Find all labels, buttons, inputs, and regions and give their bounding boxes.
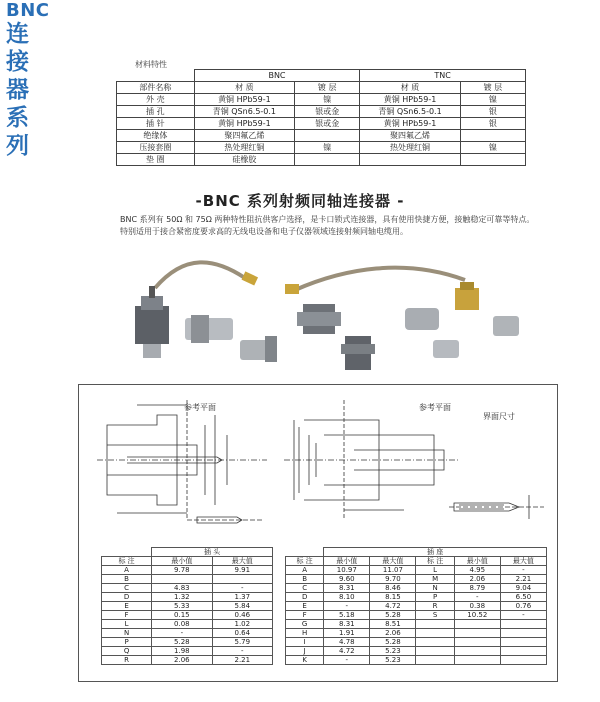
series-title-char: 列 (6, 133, 29, 159)
table-row (102, 575, 273, 584)
column-header: 标 注 (102, 557, 152, 566)
group-header-bnc: BNC (194, 70, 360, 82)
table-cell: 2.06 (152, 656, 212, 665)
table-cell: 0.46 (212, 611, 272, 620)
table-cell: 黄铜 HPb59-1 (194, 118, 294, 130)
table-cell: 青铜 QSn6.5-0.1 (360, 106, 460, 118)
table-cell: Q (102, 647, 152, 656)
table-cell: 8.79 (454, 584, 500, 593)
table-cell: 2.06 (454, 575, 500, 584)
table-row (102, 584, 273, 593)
table-row (102, 620, 273, 629)
table-cell (454, 620, 500, 629)
table-cell: 4.72 (324, 647, 370, 656)
table-cell: 1.91 (324, 629, 370, 638)
table-cell (460, 130, 525, 142)
table-cell (454, 629, 500, 638)
table-cell (416, 656, 454, 665)
table-cell: 2.21 (212, 656, 272, 665)
table-row (117, 94, 526, 106)
group-header-tnc: TNC (360, 70, 526, 82)
table-cell: P (416, 593, 454, 602)
table-cell: 8.15 (370, 593, 416, 602)
series-title-char: 器 (6, 77, 29, 103)
column-header: 镀 层 (460, 82, 525, 94)
table-cell: 热处理红铜 (194, 142, 294, 154)
table-cell: 0.15 (152, 611, 212, 620)
table-row (286, 629, 547, 638)
table-cell: 9.70 (370, 575, 416, 584)
table-cell: - (500, 566, 546, 575)
table-cell: D (286, 593, 324, 602)
interface-drawing-panel (78, 384, 558, 682)
table-header-row (102, 557, 273, 566)
table-cell: E (102, 602, 152, 611)
table-cell: 镍 (460, 142, 525, 154)
table-cell: 4.83 (152, 584, 212, 593)
connectors-photo (105, 248, 535, 376)
table-row (102, 611, 273, 620)
table-cell: 黄铜 HPb59-1 (194, 94, 294, 106)
table-row (286, 620, 547, 629)
table-cell: 5.28 (370, 611, 416, 620)
table-cell: 11.07 (370, 566, 416, 575)
table-cell (295, 130, 360, 142)
table-cell (500, 647, 546, 656)
table-cell: 2.06 (370, 629, 416, 638)
table-cell: 插 针 (117, 118, 195, 130)
table-cell: 8.51 (370, 620, 416, 629)
description-paragraph: BNC 系列有 50Ω 和 75Ω 两种特性阻抗供客户选择，是卡口锁式连接器，具有使用快捷方便，接触稳定可靠等特点。特别适用于接合紧密度要求高的无线电设备和电子仪器领域连接射频同轴电缆用。 (120, 215, 535, 236)
table-row (286, 638, 547, 647)
column-header: 最小值 (152, 557, 212, 566)
table-cell: J (286, 647, 324, 656)
ref-plane-label-right: 参考平面 (419, 403, 451, 412)
table-cell: 5.79 (212, 638, 272, 647)
table-cell: 外 壳 (117, 94, 195, 106)
table-cell: 绝缘体 (117, 130, 195, 142)
table-cell: 0.08 (152, 620, 212, 629)
table-cell (416, 629, 454, 638)
table-cell: C (102, 584, 152, 593)
series-title-char: 连 (6, 21, 29, 47)
empty-cell (102, 548, 152, 557)
table-cell: A (102, 566, 152, 575)
series-title-latin: BNC (6, 0, 50, 21)
empty-cell (117, 70, 195, 82)
table-cell: 0.76 (500, 602, 546, 611)
table-cell: 0.64 (212, 629, 272, 638)
table-cell: - (500, 611, 546, 620)
table-cell: 9.60 (324, 575, 370, 584)
table-cell: G (286, 620, 324, 629)
table-cell: 10.52 (454, 611, 500, 620)
socket-drawing (284, 395, 464, 535)
materials-header-row (117, 82, 526, 94)
table-cell: 5.23 (370, 656, 416, 665)
materials-table (116, 69, 526, 166)
socket-table-title: 插 座 (324, 548, 547, 557)
table-row (102, 647, 273, 656)
table-cell: I (286, 638, 324, 647)
table-cell: 聚四氟乙烯 (360, 130, 460, 142)
table-cell (454, 656, 500, 665)
table-cell: 8.46 (370, 584, 416, 593)
table-cell: - (454, 593, 500, 602)
column-header: 镀 层 (295, 82, 360, 94)
table-cell: 银或金 (295, 106, 360, 118)
table-cell (416, 638, 454, 647)
table-cell: 青铜 QSn6.5-0.1 (194, 106, 294, 118)
table-cell: 黄铜 HPb59-1 (360, 118, 460, 130)
table-cell (454, 647, 500, 656)
table-cell: N (416, 584, 454, 593)
table-cell: 10.97 (324, 566, 370, 575)
table-row (102, 566, 273, 575)
column-header: 最大值 (500, 557, 546, 566)
table-cell: H (286, 629, 324, 638)
plug-dimension-table (101, 547, 273, 665)
table-row (286, 647, 547, 656)
table-cell: 1.98 (152, 647, 212, 656)
table-row (117, 142, 526, 154)
column-header: 最小值 (454, 557, 500, 566)
table-cell (152, 575, 212, 584)
table-row (102, 638, 273, 647)
table-cell: 9.91 (212, 566, 272, 575)
table-header-row (286, 557, 547, 566)
column-header: 材 质 (360, 82, 460, 94)
table-cell: 1.32 (152, 593, 212, 602)
column-header: 最小值 (324, 557, 370, 566)
table-cell: 5.23 (370, 647, 416, 656)
table-row (286, 611, 547, 620)
column-header: 材 质 (194, 82, 294, 94)
plug-drawing (97, 395, 272, 535)
table-cell: 9.04 (500, 584, 546, 593)
table-row (117, 106, 526, 118)
column-header: 最大值 (370, 557, 416, 566)
table-cell (500, 629, 546, 638)
table-cell (212, 575, 272, 584)
table-cell: 5.33 (152, 602, 212, 611)
table-cell: 4.72 (370, 602, 416, 611)
interface-pin-drawing (449, 485, 549, 535)
table-cell: B (286, 575, 324, 584)
table-cell: 4.95 (454, 566, 500, 575)
table-row (286, 575, 547, 584)
empty-cell (286, 548, 324, 557)
table-row (102, 602, 273, 611)
table-cell (416, 620, 454, 629)
table-cell: L (102, 620, 152, 629)
table-cell (454, 638, 500, 647)
table-row (117, 130, 526, 142)
table-cell: 镍 (295, 94, 360, 106)
table-row (286, 602, 547, 611)
table-cell: 银 (460, 106, 525, 118)
socket-dimension-table (285, 547, 547, 665)
table-cell: - (152, 629, 212, 638)
table-cell: 压接套圈 (117, 142, 195, 154)
table-cell: 银 (460, 118, 525, 130)
table-cell: P (102, 638, 152, 647)
table-cell (500, 638, 546, 647)
table-row (117, 118, 526, 130)
column-header: 部件名称 (117, 82, 195, 94)
table-cell: F (102, 611, 152, 620)
table-cell: 银或金 (295, 118, 360, 130)
materials-group-row (117, 70, 526, 82)
table-cell: 0.38 (454, 602, 500, 611)
table-cell: 镍 (460, 94, 525, 106)
table-cell: L (416, 566, 454, 575)
table-row (286, 566, 547, 575)
table-cell: S (416, 611, 454, 620)
table-cell: R (416, 602, 454, 611)
table-cell: 插 孔 (117, 106, 195, 118)
table-cell: 8.31 (324, 620, 370, 629)
table-cell (360, 154, 460, 166)
table-cell (460, 154, 525, 166)
table-row (117, 154, 526, 166)
table-cell: F (286, 611, 324, 620)
table-cell: E (286, 602, 324, 611)
table-title-row (286, 548, 547, 557)
table-cell: 8.31 (324, 584, 370, 593)
table-cell: R (102, 656, 152, 665)
table-cell (416, 647, 454, 656)
table-cell: 镍 (295, 142, 360, 154)
table-cell: 聚四氟乙烯 (194, 130, 294, 142)
table-row (286, 656, 547, 665)
table-cell: D (102, 593, 152, 602)
plug-table-title: 插 头 (152, 548, 273, 557)
table-cell: 6.50 (500, 593, 546, 602)
table-cell: 热处理红铜 (360, 142, 460, 154)
table-cell (500, 620, 546, 629)
table-cell: - (324, 656, 370, 665)
series-title-char: 系 (6, 105, 29, 131)
table-cell (500, 656, 546, 665)
table-cell (295, 154, 360, 166)
table-row (102, 656, 273, 665)
column-header: 标 注 (416, 557, 454, 566)
table-cell: 2.21 (500, 575, 546, 584)
table-cell: 1.02 (212, 620, 272, 629)
column-header: 最大值 (212, 557, 272, 566)
table-cell: B (102, 575, 152, 584)
table-row (102, 593, 273, 602)
table-cell: - (324, 602, 370, 611)
section-headline: -BNC 系列射频同轴连接器 - (195, 192, 405, 210)
table-cell: 1.37 (212, 593, 272, 602)
table-cell: 硅橡胶 (194, 154, 294, 166)
table-cell: 8.10 (324, 593, 370, 602)
series-title (6, 0, 50, 160)
table-cell: - (212, 584, 272, 593)
table-cell: - (212, 647, 272, 656)
table-cell: 垫 圈 (117, 154, 195, 166)
ref-plane-label-left: 参考平面 (184, 403, 216, 412)
table-cell: K (286, 656, 324, 665)
table-cell: M (416, 575, 454, 584)
table-cell: N (102, 629, 152, 638)
table-title-row (102, 548, 273, 557)
table-row (286, 593, 547, 602)
table-cell: C (286, 584, 324, 593)
materials-caption: 材料特性 (135, 60, 167, 69)
table-cell: 9.78 (152, 566, 212, 575)
table-cell: 5.28 (152, 638, 212, 647)
interface-label: 界面尺寸 (483, 412, 515, 421)
series-title-char: 接 (6, 49, 29, 75)
table-row (102, 629, 273, 638)
table-cell: 黄铜 HPb59-1 (360, 94, 460, 106)
table-cell: A (286, 566, 324, 575)
column-header: 标 注 (286, 557, 324, 566)
table-cell: 5.28 (370, 638, 416, 647)
table-cell: 5.18 (324, 611, 370, 620)
table-cell: 5.84 (212, 602, 272, 611)
table-cell: 4.78 (324, 638, 370, 647)
table-row (286, 584, 547, 593)
